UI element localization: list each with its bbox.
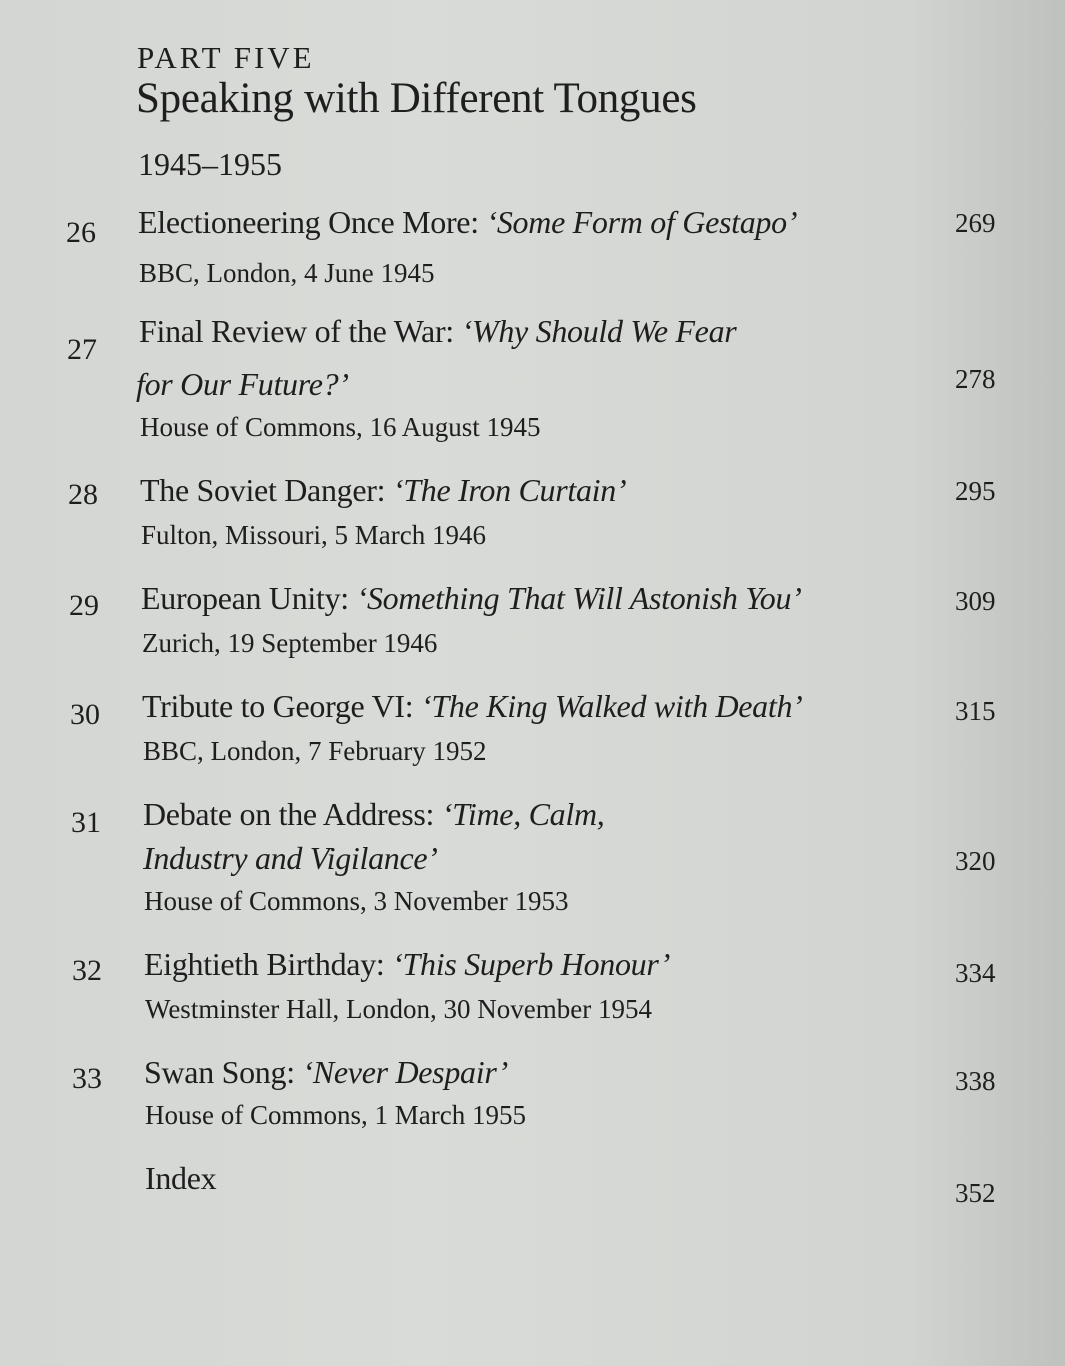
chapter-quote: ‘This Superb Honour’ <box>392 946 671 982</box>
chapter-quote: ‘The King Walked with Death’ <box>421 688 803 724</box>
chapter-title: Swan Song: ‘Never Despair’ <box>144 1054 509 1090</box>
chapter-venue: Fulton, Missouri, 5 March 1946 <box>141 520 487 550</box>
chapter-number: 33 <box>72 1062 102 1095</box>
chapter-number: 30 <box>70 698 100 731</box>
chapter-title: Eightieth Birthday: ‘This Superb Honour’ <box>144 946 671 982</box>
chapter-quote: ‘Time, Calm, <box>441 796 605 832</box>
part-label: PART FIVE <box>137 40 315 75</box>
page-number: 352 <box>955 1178 996 1208</box>
chapter-number: 26 <box>66 216 96 249</box>
chapter-number: 28 <box>68 478 98 511</box>
chapter-venue: House of Commons, 16 August 1945 <box>140 412 541 442</box>
chapter-quote: ‘Never Despair’ <box>302 1054 509 1090</box>
chapter-quote-continued: for Our Future?’ <box>136 366 349 402</box>
chapter-title: Electioneering Once More: ‘Some Form of Gestapo’ <box>138 204 798 240</box>
chapter-number: 29 <box>69 589 99 622</box>
page-number: 309 <box>955 586 996 616</box>
page-number: 334 <box>955 958 996 988</box>
page-number: 320 <box>955 846 996 876</box>
chapter-title: Debate on the Address: ‘Time, Calm, <box>143 796 605 832</box>
chapter-quote: ‘Some Form of Gestapo’ <box>486 204 798 240</box>
chapter-title: The Soviet Danger: ‘The Iron Curtain’ <box>140 472 627 508</box>
page-number: 269 <box>955 208 996 238</box>
part-title: Speaking with Different Tongues <box>136 75 697 122</box>
part-years: 1945–1955 <box>138 146 282 182</box>
page-number: 278 <box>955 364 996 394</box>
chapter-venue: BBC, London, 7 February 1952 <box>143 736 487 766</box>
chapter-title: European Unity: ‘Something That Will Astonish You’ <box>141 580 802 616</box>
page-number: 315 <box>955 696 996 726</box>
chapter-quote: ‘Why Should We Fear <box>461 313 737 349</box>
chapter-venue: Zurich, 19 September 1946 <box>142 628 438 658</box>
chapter-venue: BBC, London, 4 June 1945 <box>139 258 435 288</box>
chapter-title: Final Review of the War: ‘Why Should We Fear <box>139 313 737 349</box>
page-number: 295 <box>955 476 996 506</box>
index-label: Index <box>145 1160 217 1196</box>
chapter-number: 27 <box>67 333 97 366</box>
chapter-quote: ‘Something That Will Astonish You’ <box>356 580 802 616</box>
chapter-venue: House of Commons, 1 March 1955 <box>145 1100 526 1130</box>
chapter-venue: Westminster Hall, London, 30 November 1954 <box>145 994 652 1024</box>
chapter-number: 32 <box>72 954 102 987</box>
chapter-number: 31 <box>71 806 101 839</box>
chapter-quote: ‘The Iron Curtain’ <box>392 472 627 508</box>
chapter-quote-continued: Industry and Vigilance’ <box>143 840 438 876</box>
chapter-venue: House of Commons, 3 November 1953 <box>144 886 569 916</box>
page-number: 338 <box>955 1066 996 1096</box>
chapter-title: Tribute to George VI: ‘The King Walked with Death’ <box>142 688 803 724</box>
